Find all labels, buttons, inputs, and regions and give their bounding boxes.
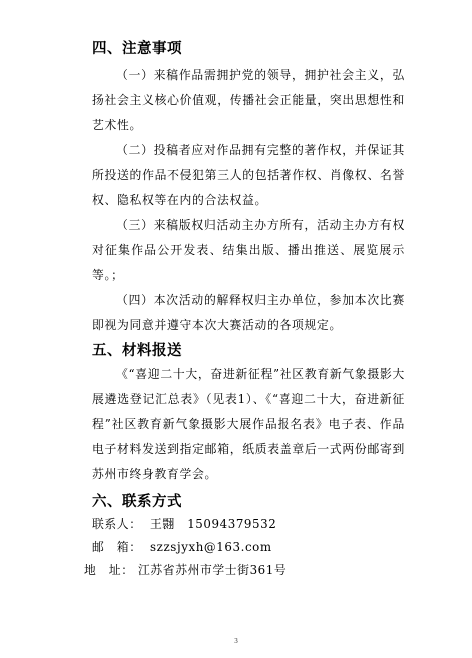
section-heading-contact: 六、联系方式 — [92, 494, 182, 510]
document-body — [84, 38, 405, 582]
notes-paragraph-3: （三）来稿版权归活动主办方所有，活动主办方有权对征集作品公开发表、结集出版、播出推送、展览展示等。； — [92, 218, 405, 282]
contact-person-label: 联系人： — [92, 517, 142, 531]
contact-person-value: 王翾 15094379532 — [150, 517, 277, 531]
section-heading-notes: 四、注意事项 — [92, 41, 182, 57]
address-line — [84, 559, 405, 582]
address-value: 江苏省苏州市学士街361号 — [138, 563, 287, 577]
notes-paragraph-1: （一）来稿作品需拥护党的领导，拥护社会主义，弘扬社会主义核心价值观，传播社会正能量，突出思想性和艺术性。 — [92, 68, 405, 132]
address-label: 地 址： — [84, 563, 134, 577]
email-line — [92, 536, 405, 559]
section-heading-submission: 五、材料报送 — [92, 343, 182, 359]
notes-paragraph-2: （二）投稿者应对作品拥有完整的著作权，并保证其所投送的作品不侵犯第三人的包括著作权、肖像权、名誉权、隐私权等在内的合法权益。 — [92, 143, 405, 207]
email-label: 邮 箱： — [92, 540, 142, 554]
contact-person-line — [92, 513, 405, 536]
contact-block — [84, 513, 405, 582]
email-value[interactable]: szzsjyxh@163.com — [150, 540, 272, 554]
submission-paragraph: 《“喜迎二十大，奋进新征程”社区教育新气象摄影大展遴选登记汇总表》（见表1）、《“喜迎二十大，奋进新征程”社区教育新气象摄影大展作品报名表》电子表、作品电子材料发送到指定邮箱，纸质表盖章后一式两份邮寄到苏州市终身教育学会。 — [92, 367, 405, 481]
page-number: 3 — [234, 637, 238, 645]
notes-paragraph-4: （四）本次活动的解释权归主办单位，参加本次比赛即视为同意并遵守本次大赛活动的各项规定。 — [92, 293, 405, 332]
